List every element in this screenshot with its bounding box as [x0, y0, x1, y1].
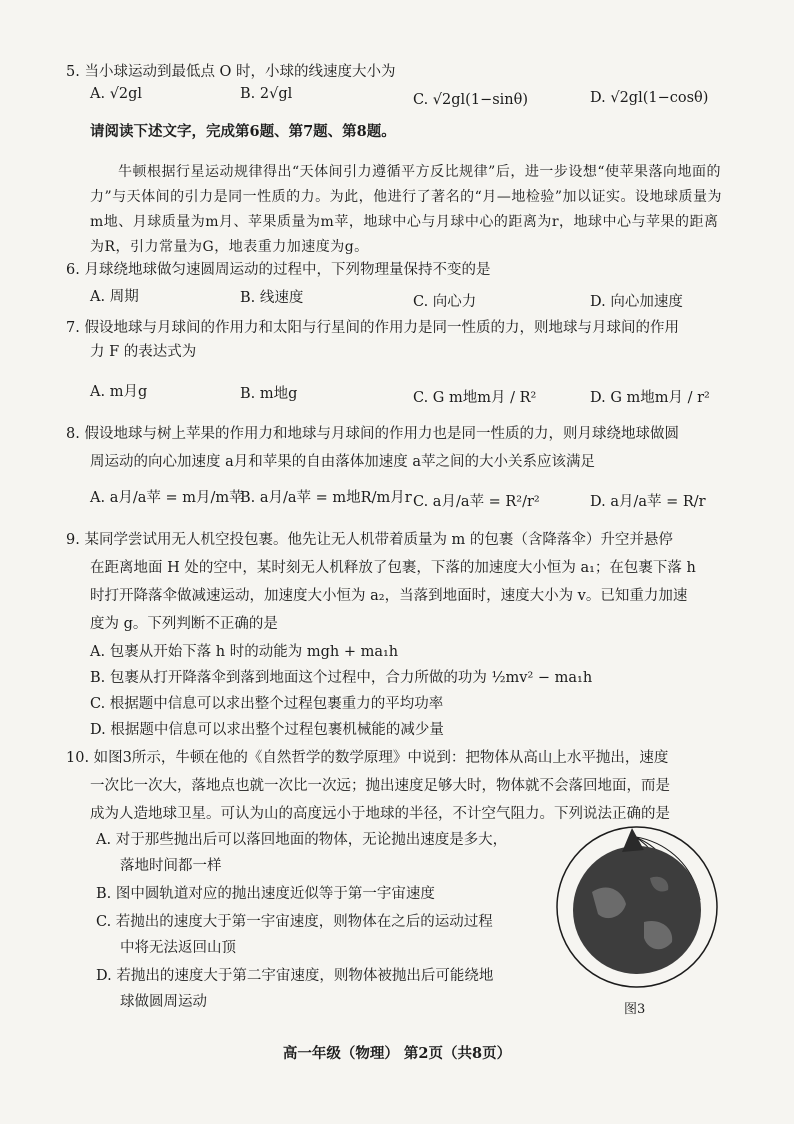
q6-option-c: C. 向心力	[413, 294, 477, 310]
q5-option-d: D. √2gl(1−cosθ)	[590, 90, 709, 106]
q7-stem-line2: 力 F 的表达式为	[90, 344, 197, 360]
page-footer: 高一年级（物理） 第2页（共8页）	[282, 1045, 512, 1062]
earth-globe	[573, 846, 701, 974]
q9-line1: 9. 某同学尝试用无人机空投包裹。他先让无人机带着质量为 m 的包裹（含降落伞）升空并悬停	[66, 532, 673, 548]
q5-option-b: B. 2√gl	[240, 86, 293, 102]
q9-option-a: A. 包裹从开始下落 h 时的动能为 mgh + ma₁h	[90, 644, 399, 660]
q9-line3: 时打开降落伞做减速运动，加速度大小恒为 a₂，当落到地面时，速度大小为 v。已知重力加速	[90, 588, 688, 604]
q9-option-d: D. 根据题中信息可以求出整个过程包裹机械能的减少量	[90, 722, 444, 738]
q10-option-c-line2: 中将无法返回山顶	[120, 940, 236, 956]
q8-stem-line1: 8. 假设地球与树上苹果的作用力和地球与月球间的作用力也是同一性质的力，则月球绕地球做圆	[66, 426, 679, 442]
q10-line2: 一次比一次大，落地点也就一次比一次远；抛出速度足够大时，物体就不会落回地面，而是	[90, 778, 670, 794]
q5-stem: 5. 当小球运动到最低点 O 时，小球的线速度大小为	[66, 64, 396, 80]
q10-option-b: B. 图中圆轨道对应的抛出速度近似等于第一宇宙速度	[96, 886, 435, 902]
q9-option-b: B. 包裹从打开降落伞到落到地面这个过程中，合力所做的功为 ½mv² − ma₁h	[90, 670, 593, 686]
figure-caption: 图3	[624, 1002, 646, 1017]
q10-option-d-line2: 球做圆周运动	[120, 994, 207, 1010]
q8-option-c: C. a月/a苹 = R²/r²	[413, 494, 540, 510]
passage-paragraph: 牛顿根据行星运动规律得出“天体间引力遵循平方反比规律”后，进一步设想“使苹果落向地面的力”与天体间的引力是同一性质的力。为此，他进行了著名的“月—地检验”加以证实。设地球质量为m地、月球质量为m月、苹果质量为m苹，地球中心与月球中心的距离为r，地球中心与苹果的距离为R，引力常量为G，地表重力加速度为g。	[90, 164, 722, 255]
q6-option-a: A. 周期	[90, 289, 139, 305]
q5-option-c: C. √2gl(1−sinθ)	[413, 92, 529, 108]
q7-option-d: D. G m地m月 / r²	[590, 390, 710, 406]
q6-stem: 6. 月球绕地球做匀速圆周运动的过程中，下列物理量保持不变的是	[66, 262, 491, 278]
q10-option-d-line1: D. 若抛出的速度大于第二宇宙速度，则物体被抛出后可能绕地	[96, 968, 494, 984]
q9-line2: 在距离地面 H 处的空中，某时刻无人机释放了包裹，下落的加速度大小恒为 a₁；在包裹下落 h	[90, 560, 696, 576]
q10-line1: 10. 如图3所示，牛顿在他的《自然哲学的数学原理》中说到：把物体从高山上水平抛出，速度	[66, 750, 669, 766]
q7-stem-line1: 7. 假设地球与月球间的作用力和太阳与行星间的作用力是同一性质的力，则地球与月球间的作用	[66, 320, 679, 336]
q8-option-a: A. a月/a苹 = m月/m苹	[90, 490, 244, 506]
q9-option-c: C. 根据题中信息可以求出整个过程包裹重力的平均功率	[90, 696, 444, 712]
q7-option-a: A. m月g	[90, 384, 148, 400]
q9-line4: 度为 g。下列判断不正确的是	[90, 616, 278, 632]
earth-orbit-figure	[552, 822, 722, 992]
q6-option-d: D. 向心加速度	[590, 294, 683, 310]
q10-option-a-line1: A. 对于那些抛出后可以落回地面的物体，无论抛出速度是多大，	[96, 832, 508, 848]
q6-option-b: B. 线速度	[240, 290, 304, 306]
q5-option-a: A. √2gl	[90, 86, 143, 102]
q7-option-c: C. G m地m月 / R²	[413, 390, 537, 406]
q8-stem-line2: 周运动的向心加速度 a月和苹果的自由落体加速度 a苹之间的大小关系应该满足	[90, 454, 596, 470]
q7-option-b: B. m地g	[240, 386, 298, 402]
q10-option-c-line1: C. 若抛出的速度大于第一宇宙速度，则物体在之后的运动过程	[96, 914, 493, 930]
q8-option-d: D. a月/a苹 = R/r	[590, 494, 706, 510]
q10-line3: 成为人造地球卫星。可认为山的高度远小于地球的半径，不计空气阻力。下列说法正确的是	[90, 806, 670, 822]
q8-option-b: B. a月/a苹 = m地R/m月r	[240, 490, 412, 506]
q10-option-a-line2: 落地时间都一样	[120, 858, 222, 874]
instruction-text: 请阅读下述文字，完成第6题、第7题、第8题。	[90, 123, 396, 140]
